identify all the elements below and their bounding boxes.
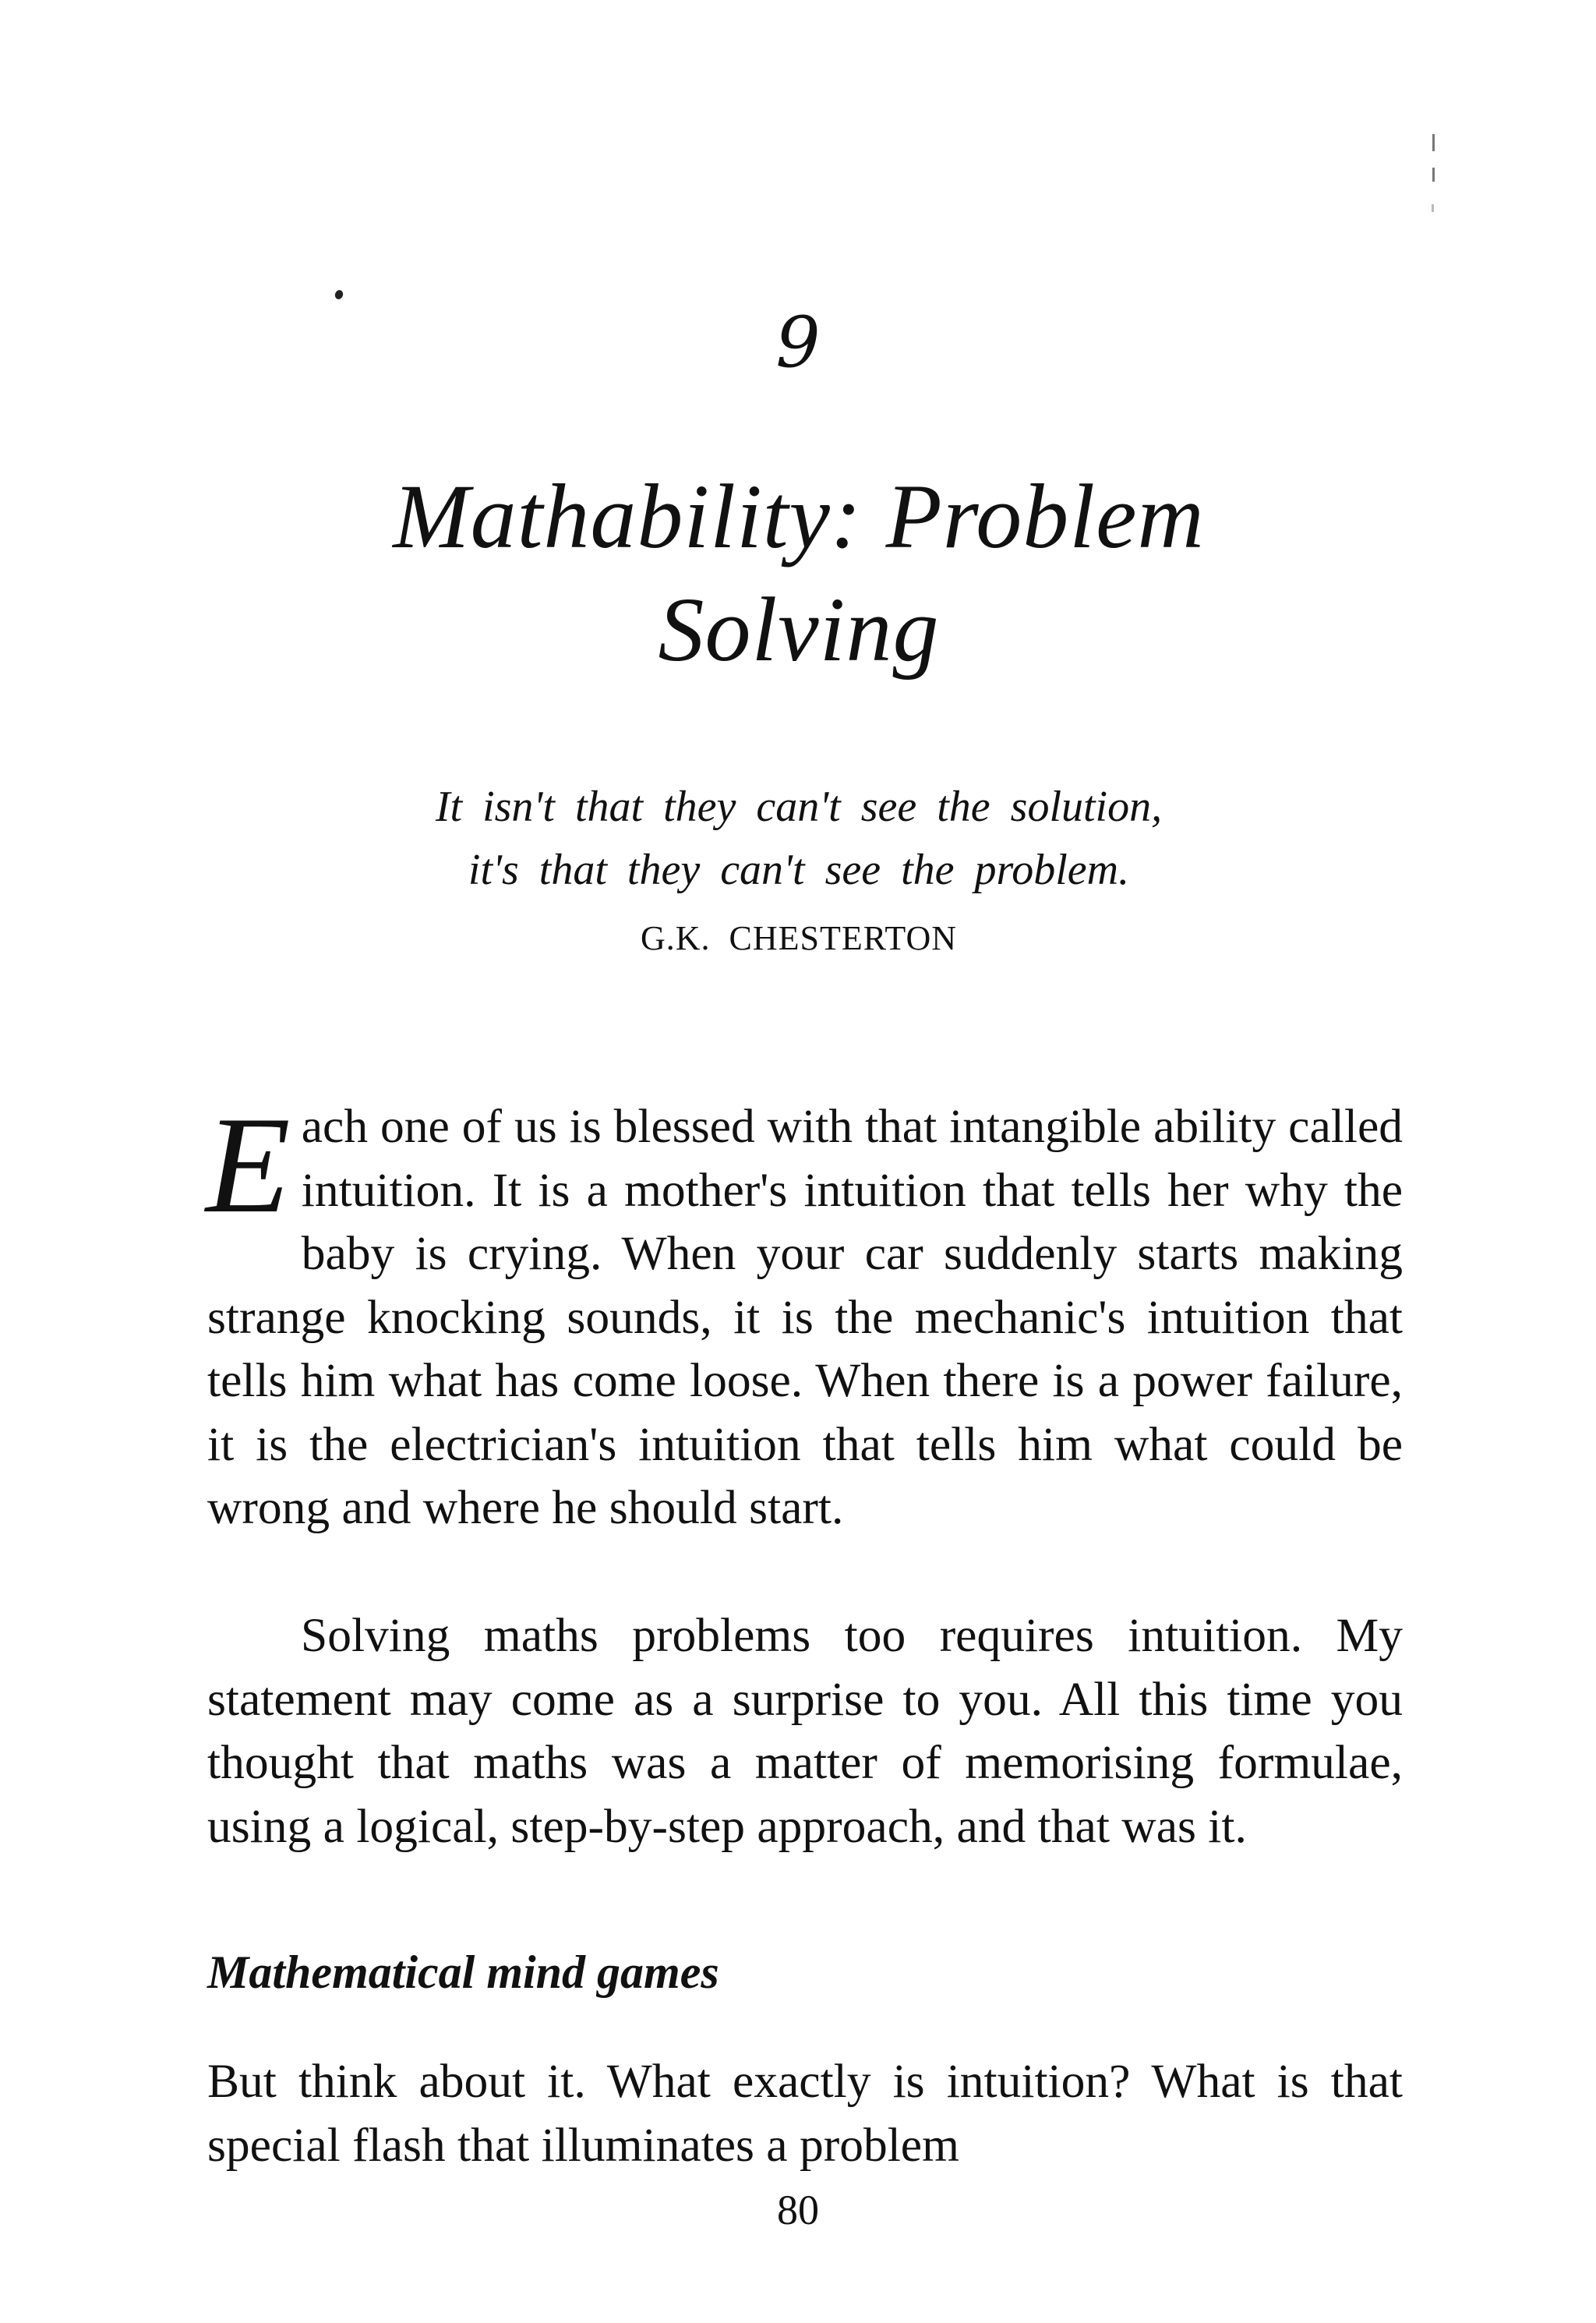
body-paragraph: But think about it. What exactly is intuition? What is that special flash that illuminates a problem (207, 2055, 1403, 2172)
epigraph-line: It isn't that they can't see the solution, (435, 783, 1163, 831)
stray-mark (334, 289, 344, 301)
chapter-title: Mathability: Problem Solving (393, 465, 1205, 681)
scan-mark (1432, 204, 1434, 212)
body-paragraph (206, 1087, 1403, 1540)
chapter-number: 9 (775, 302, 821, 384)
epigraph-line: it's that they can't see the problem. (468, 846, 1130, 894)
page-number: 80 (777, 2187, 819, 2233)
body-paragraph: Solving maths problems too requires intuition. My statement may come as a surprise to you. All this time you thought that maths was a matter of memorising formulae, using a logical, step-by-step approach, and that was it. (207, 1609, 1403, 1853)
epigraph (234, 776, 1364, 970)
epigraph-author: G.K. CHESTERTON (640, 919, 958, 957)
section-heading: Mathematical mind games (207, 1946, 719, 1998)
paragraph-text: ach one of us is blessed with that intangible ability called intuition. It is a mother's intuition that tells her why the baby is crying. When your car suddenly starts making strange knocking sounds, it is the mechanic's intuition that tells him what has come loose. When there is a power failure, it is the electrician's intuition that tells him what could be wrong and where he should start. (207, 1100, 1403, 1534)
scan-mark (1432, 168, 1435, 182)
drop-cap: E (206, 1087, 291, 1242)
scan-mark (1432, 134, 1435, 151)
